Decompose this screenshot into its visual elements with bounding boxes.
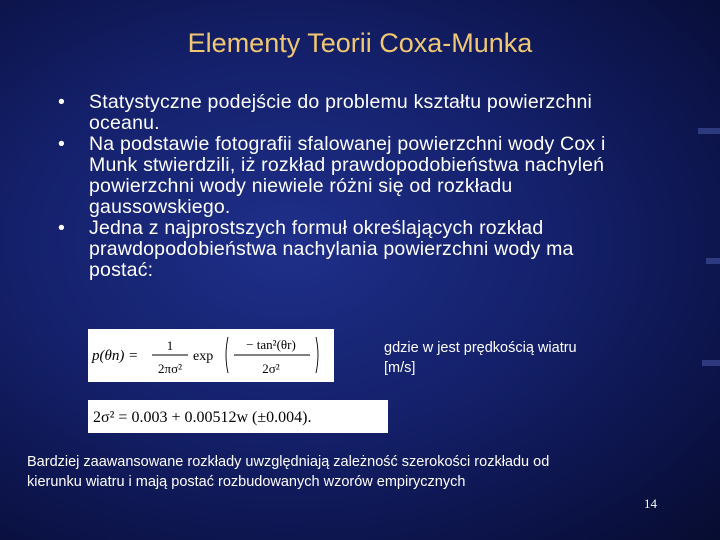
probability-formula [88,329,334,382]
decorative-stripe [706,258,720,264]
bullet-list [58,92,638,281]
variance-formula-text: 2σ² = 0.003 + 0.00512w (±0.004). [93,409,312,426]
decorative-stripe [702,360,720,366]
bottom-paragraph: Bardziej zaawansowane rozkłady uwzględniają zależność szerokości rozkładu od kierunku wiatru i mają postać rozbudowanych wzorów empirycznych [27,454,550,490]
variance-formula [88,400,388,433]
decorative-stripe [698,128,720,134]
wind-speed-note: gdzie w jest prędkością wiatru [m/s] [384,340,577,376]
formula-lhs: p(θn) = [92,348,139,364]
slide-title: Elementy Teorii Coxa-Munka [187,28,533,58]
right-paren [316,337,318,373]
page-number: 14 [644,496,657,511]
formula-func: exp [193,349,214,364]
formula-coef-numerator: 1 [166,338,174,353]
bullet-item: • Statystyczne podejście do problemu kształtu powierzchni oceanu. [58,92,638,134]
left-paren [226,337,228,373]
formula-exp-denominator: 2σ² [262,361,280,376]
bullet-item: • Na podstawie fotografii sfalowanej powierzchni wody Cox i Munk stwierdzili, iż rozkład prawdopodobieństwa nachyleń powierzchni wody niewiele różni się od rozkładu gaussowskiego. [58,134,638,218]
formula-exp-numerator: − tan²(θr) [246,337,296,352]
formula-coef-denominator: 2πσ² [158,361,182,376]
bullet-item: • Jedna z najprostszych formuł określających rozkład prawdopodobieństwa nachylania powierzchni wody ma postać: [58,218,638,281]
